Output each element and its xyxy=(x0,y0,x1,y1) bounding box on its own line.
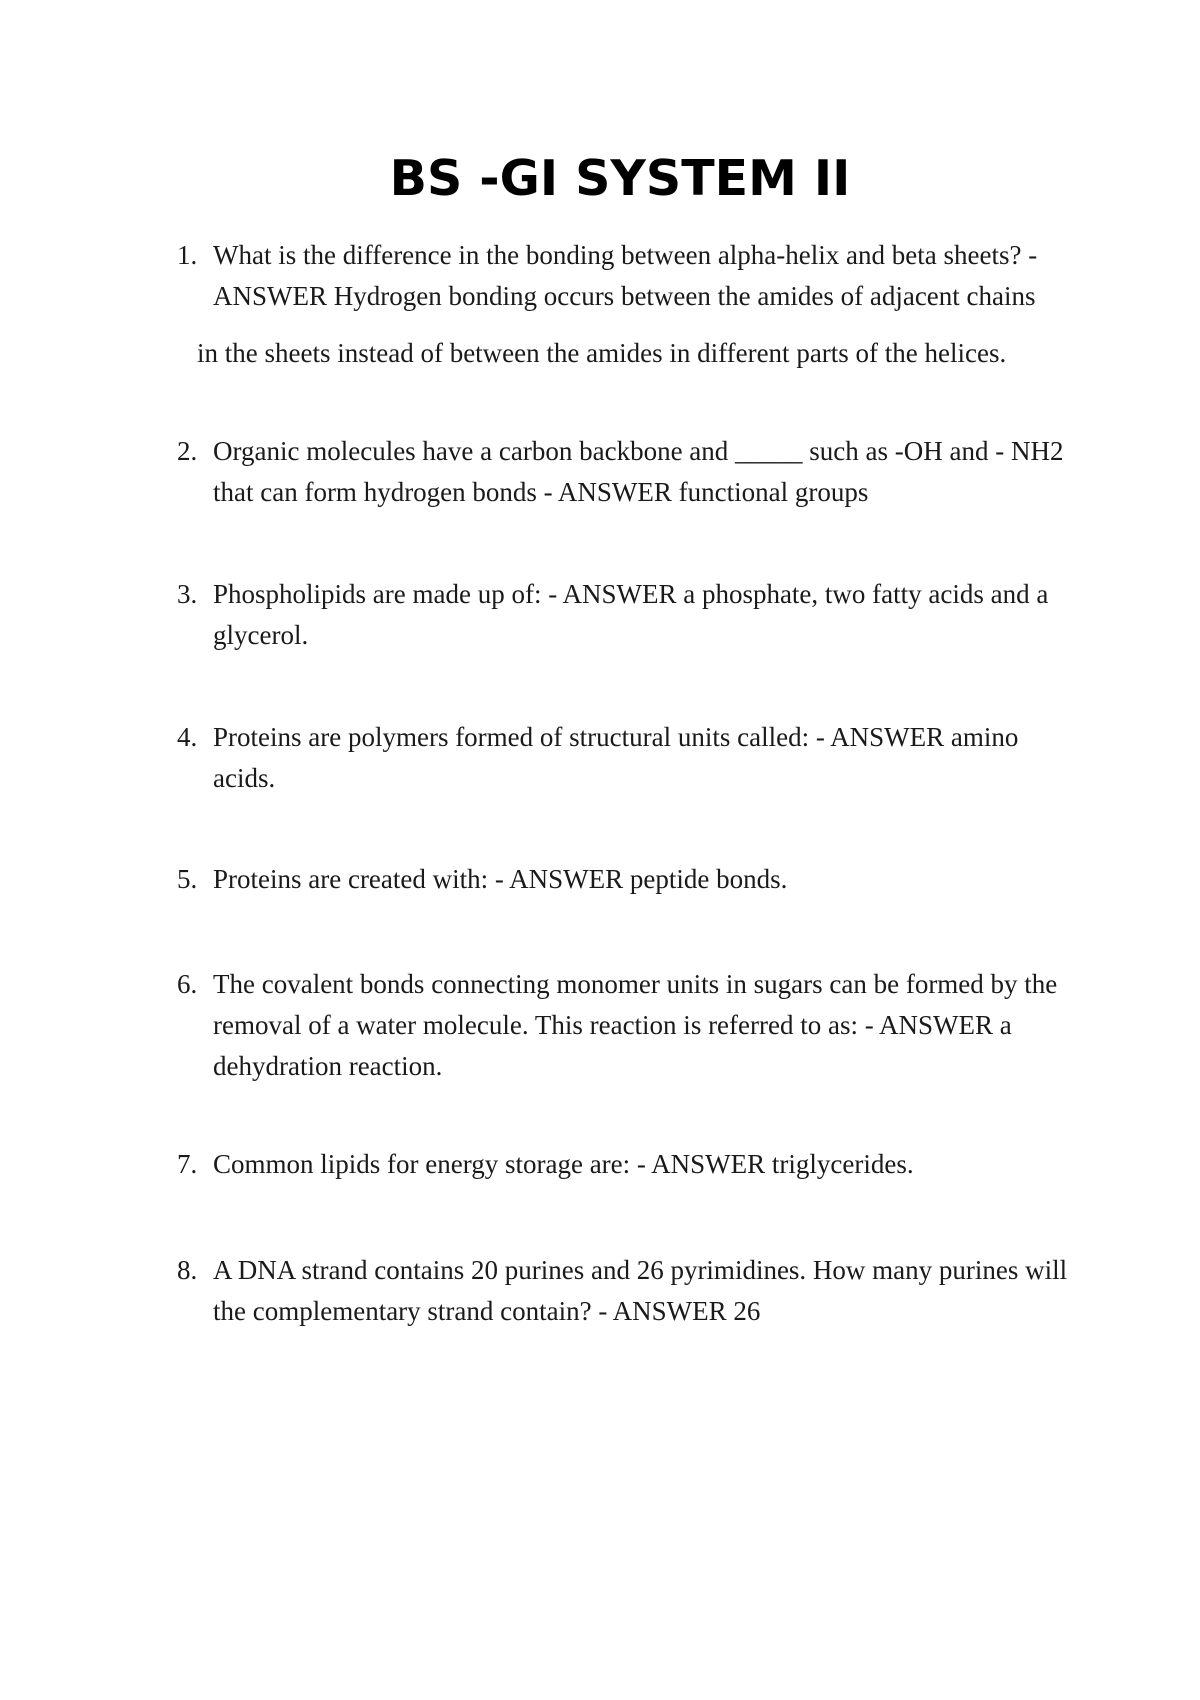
item-number: 4. xyxy=(177,722,198,752)
item-number: 6. xyxy=(177,969,198,999)
question-item-7 xyxy=(177,1144,1077,1185)
item-text: A DNA strand contains 20 purines and 26 pyrimidines. How many purines will the complementary strand contain? - ANSWER 26 xyxy=(213,1255,1068,1326)
item-text: Proteins are polymers formed of structural units called: - ANSWER amino acids. xyxy=(213,722,1019,793)
item-number: 3. xyxy=(177,579,198,609)
question-item-8 xyxy=(177,1250,1077,1332)
item-text: Phospholipids are made up of: - ANSWER a phosphate, two fatty acids and a glycerol. xyxy=(213,579,1049,650)
item-number: 7. xyxy=(177,1149,198,1179)
question-item-3 xyxy=(177,574,1077,656)
item-number: 8. xyxy=(177,1255,198,1285)
item-text: What is the difference in the bonding between alpha-helix and beta sheets? - ANSWER Hydrogen bonding occurs between the amides of adjacent chains xyxy=(213,240,1038,311)
question-item-5 xyxy=(177,859,1077,900)
item-number: 1. xyxy=(177,240,198,270)
item-text: Common lipids for energy storage are: - ANSWER triglycerides. xyxy=(213,1149,914,1179)
item-text: The covalent bonds connecting monomer units in sugars can be formed by the removal of a water molecule. This reaction is referred to as: - ANSWER a dehydration reaction. xyxy=(213,969,1058,1081)
question-item-4 xyxy=(177,717,1077,799)
item-number: 2. xyxy=(177,436,198,466)
item-text-continuation: in the sheets instead of between the amides in different parts of the helices. xyxy=(197,338,1007,368)
question-item-2 xyxy=(177,431,1077,513)
page-title: BS -GI SYSTEM II xyxy=(389,150,851,207)
question-item-1 xyxy=(177,235,1077,374)
item-text: Organic molecules have a carbon backbone and _____ such as -OH and - NH2 that can form hydrogen bonds - ANSWER functional groups xyxy=(213,436,1064,507)
item-text: Proteins are created with: - ANSWER peptide bonds. xyxy=(213,864,788,894)
item-number: 5. xyxy=(177,864,198,894)
question-item-6 xyxy=(177,964,1077,1087)
